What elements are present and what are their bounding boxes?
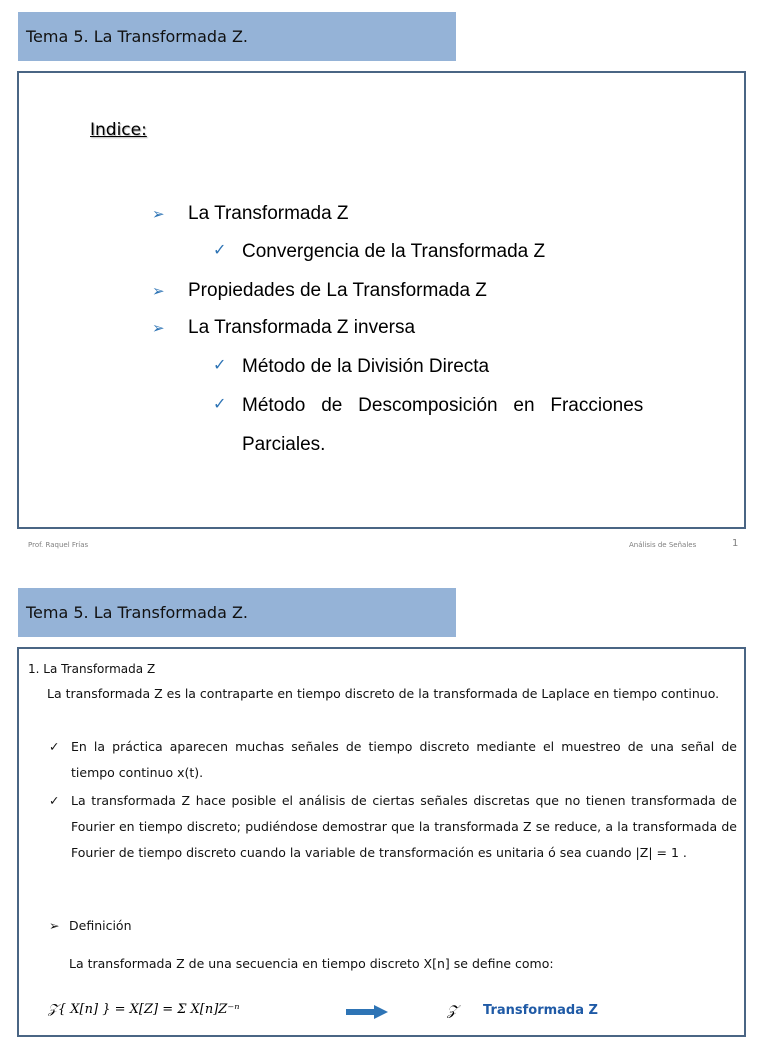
slide1-title: Tema 5. La Transformada Z. — [26, 26, 249, 46]
check-bullet-icon: ✓ — [49, 793, 60, 808]
index-item-division-directa: Método de la División Directa — [242, 356, 490, 377]
arrow-bullet-icon: ➢ — [152, 283, 165, 300]
definition-label: Definición — [69, 918, 132, 933]
slide1-title-bar — [18, 12, 456, 61]
arrow-bullet-icon: ➢ — [152, 320, 165, 337]
intro-paragraph: La transformada Z es la contraparte en tiempo discreto de la transformada de Laplace en tiempo continuo. — [47, 686, 720, 701]
z-transform-formula: 𝒵{ X[n] } = X[Z] = Σ X[n]Z⁻ⁿ — [48, 1002, 240, 1017]
definition-text: La transformada Z de una secuencia en tiempo discreto X[n] se define como: — [69, 956, 554, 971]
slide2-title-bar — [18, 588, 456, 637]
arrow-bullet-icon: ➢ — [49, 918, 60, 933]
bullet-fourier: La transformada Z hace posible el análisis de ciertas señales discretas que no tienen transformada de Fourier en tiempo discreto; pudiéndose demostrar que la transformada Z se reduce, a la transformada de Fourier de tiempo discreto cuando la variable de transformación es unitaria ó sea cuando |Z| = 1 . — [71, 793, 737, 860]
section-heading: 1. La Transformada Z — [28, 662, 156, 676]
arrow-bullet-icon: ➢ — [152, 206, 165, 223]
footer-author: Prof. Raquel Frías — [28, 541, 89, 549]
check-bullet-icon: ✓ — [213, 242, 227, 259]
index-item-transformada-z: La Transformada Z — [188, 203, 349, 224]
right-arrow-icon — [346, 1005, 388, 1019]
index-item-parciales: Parciales. — [242, 434, 326, 455]
index-item-descomposicion: Método de Descomposición en Fracciones — [242, 395, 644, 416]
index-item-propiedades: Propiedades de La Transformada Z — [188, 280, 487, 301]
index-item-inversa: La Transformada Z inversa — [188, 317, 416, 338]
bullet-sampling: En la práctica aparecen muchas señales de tiempo discreto mediante el muestreo de una señal de tiempo continuo x(t). — [71, 739, 737, 780]
index-heading: Indice: — [90, 120, 147, 140]
check-bullet-icon: ✓ — [213, 357, 227, 374]
slide2-title: Tema 5. La Transformada Z. — [26, 602, 249, 622]
page-number: 1 — [732, 538, 739, 549]
footer-course: Análisis de Señales — [629, 541, 697, 549]
z-symbol: 𝒵 — [447, 1003, 458, 1019]
check-bullet-icon: ✓ — [213, 396, 227, 413]
index-item-convergencia: Convergencia de la Transformada Z — [242, 241, 546, 262]
check-bullet-icon: ✓ — [49, 739, 60, 754]
z-transform-label: Transformada Z — [483, 1003, 598, 1018]
